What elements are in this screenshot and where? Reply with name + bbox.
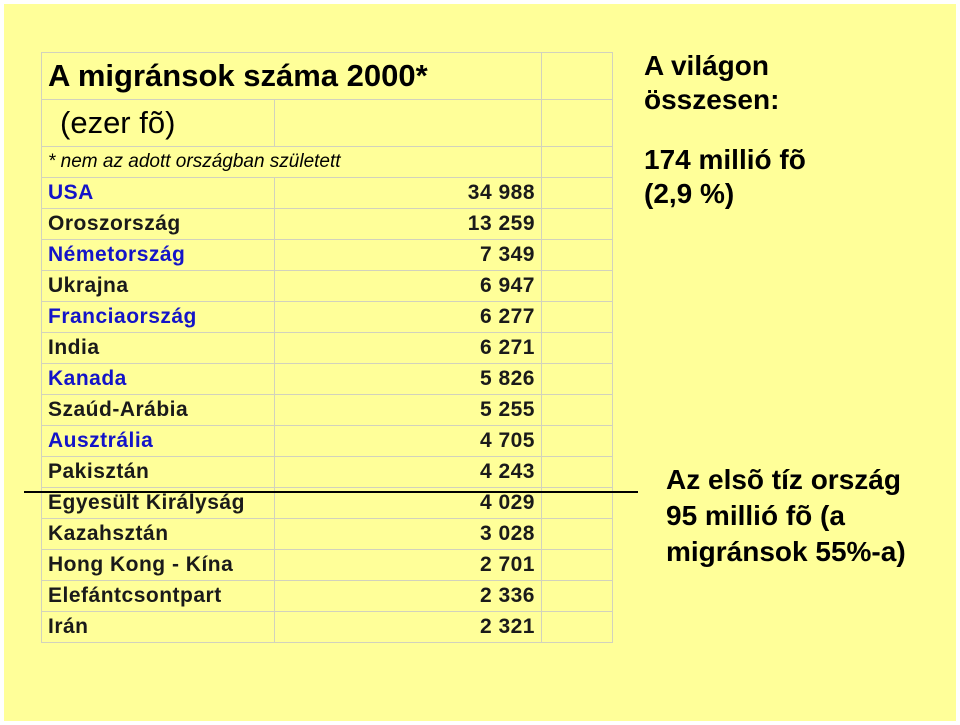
table-row (42, 550, 613, 581)
empty-cell (542, 209, 613, 240)
country-cell: Ukrajna (42, 271, 275, 302)
value-cell: 4 705 (275, 426, 542, 457)
value-cell: 5 826 (275, 364, 542, 395)
table-footnote: * nem az adott országban született (42, 147, 542, 178)
country-cell: Egyesült Királyság (42, 488, 275, 519)
empty-cell (542, 302, 613, 333)
total-line: 174 millió fõ (644, 144, 806, 175)
table-row (42, 519, 613, 550)
empty-cell (542, 550, 613, 581)
country-cell: Pakisztán (42, 457, 275, 488)
value-cell: 2 321 (275, 612, 542, 643)
total-line: (2,9 %) (644, 178, 735, 209)
empty-cell (542, 53, 613, 100)
value-cell: 34 988 (275, 178, 542, 209)
empty-cell (542, 100, 613, 147)
country-cell: Elefántcsontpart (42, 581, 275, 612)
country-cell: India (42, 333, 275, 364)
summary-line: Az elsõ tíz ország (666, 464, 901, 495)
value-cell: 2 701 (275, 550, 542, 581)
country-cell: Hong Kong - Kína (42, 550, 275, 581)
country-cell: Irán (42, 612, 275, 643)
table-row (42, 333, 613, 364)
empty-cell (542, 426, 613, 457)
table-subtitle-row (42, 100, 613, 147)
table-subtitle: (ezer fõ) (42, 100, 275, 147)
value-cell: 5 255 (275, 395, 542, 426)
heading-line: összesen: (644, 84, 780, 115)
table-row (42, 457, 613, 488)
country-cell: USA (42, 178, 275, 209)
country-cell: Ausztrália (42, 426, 275, 457)
summary-line: 95 millió fõ (a (666, 500, 845, 531)
value-cell: 2 336 (275, 581, 542, 612)
value-cell: 7 349 (275, 240, 542, 271)
value-cell: 4 243 (275, 457, 542, 488)
empty-cell (542, 457, 613, 488)
table-note-row (42, 147, 613, 178)
empty-cell (542, 178, 613, 209)
value-cell: 3 028 (275, 519, 542, 550)
empty-cell (542, 240, 613, 271)
table-title: A migránsok száma 2000* (42, 53, 542, 100)
world-total-heading (644, 49, 779, 117)
empty-cell (542, 271, 613, 302)
table-row (42, 395, 613, 426)
country-cell: Németország (42, 240, 275, 271)
table-row (42, 581, 613, 612)
world-total-value (644, 143, 806, 211)
empty-cell (542, 333, 613, 364)
country-cell: Franciaország (42, 302, 275, 333)
table-row (42, 364, 613, 395)
country-cell: Kanada (42, 364, 275, 395)
empty-cell (542, 612, 613, 643)
empty-cell (542, 519, 613, 550)
table-row (42, 612, 613, 643)
top-ten-summary (666, 462, 906, 570)
value-cell: 6 277 (275, 302, 542, 333)
country-cell: Szaúd-Arábia (42, 395, 275, 426)
table-row (42, 271, 613, 302)
value-cell: 6 947 (275, 271, 542, 302)
table-row (42, 178, 613, 209)
top-ten-divider-line (24, 491, 638, 493)
table-row (42, 209, 613, 240)
empty-cell (542, 147, 613, 178)
country-cell: Kazahsztán (42, 519, 275, 550)
heading-line: A világon (644, 50, 769, 81)
table-row (42, 426, 613, 457)
empty-cell (542, 581, 613, 612)
migrants-table (41, 52, 613, 643)
empty-cell (542, 364, 613, 395)
value-cell: 4 029 (275, 488, 542, 519)
summary-line: migránsok 55%-a) (666, 536, 906, 567)
table-row (42, 302, 613, 333)
empty-cell (275, 100, 542, 147)
empty-cell (542, 395, 613, 426)
table-title-row (42, 53, 613, 100)
table-row (42, 240, 613, 271)
value-cell: 6 271 (275, 333, 542, 364)
country-cell: Oroszország (42, 209, 275, 240)
value-cell: 13 259 (275, 209, 542, 240)
